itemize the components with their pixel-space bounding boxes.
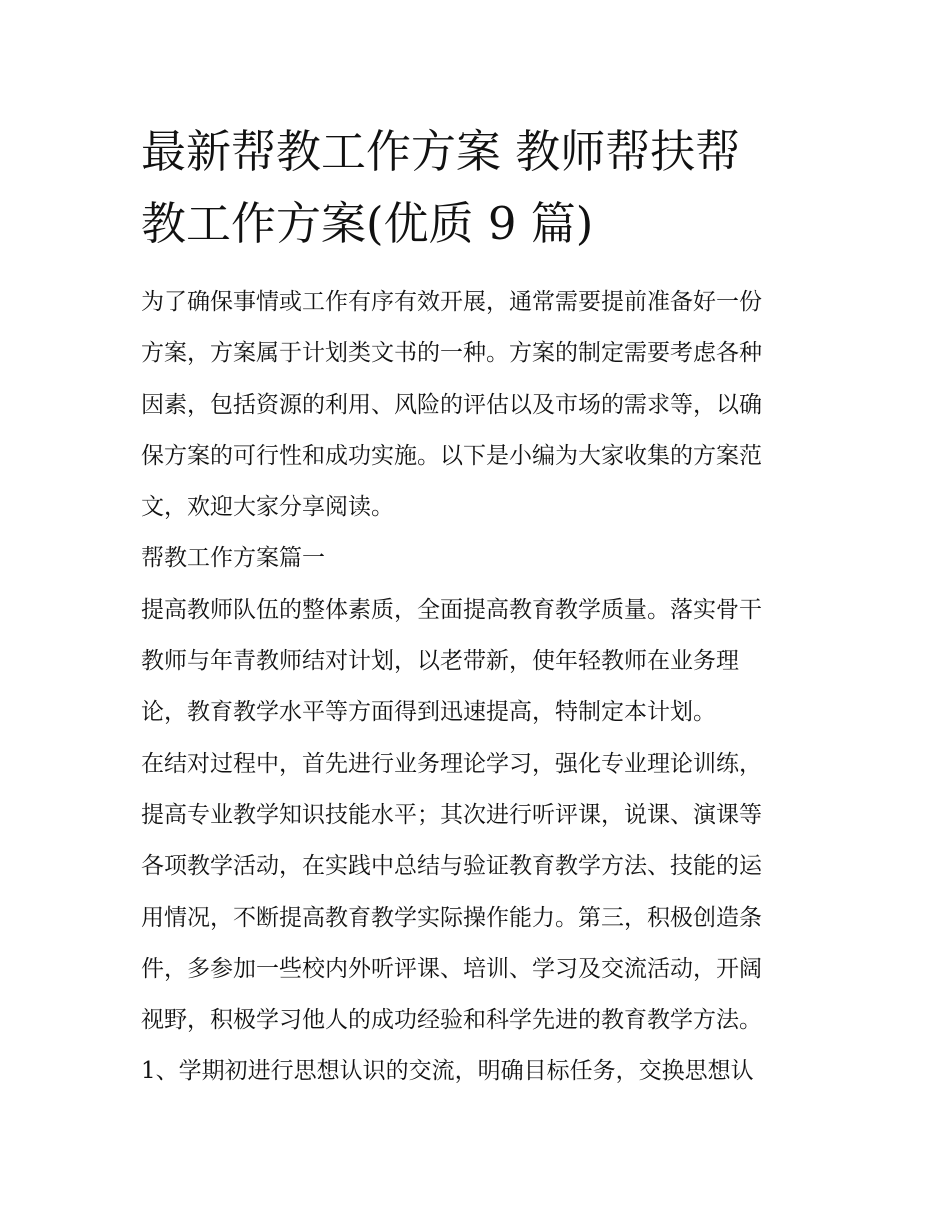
body-line: 论，教育教学水平等方面得到迅速提高，特制定本计划。	[141, 699, 716, 726]
body-line: 方案，方案属于计划类文书的一种。方案的制定需要考虑各种	[141, 340, 762, 367]
title-line: 教工作方案(优质 9 篇)	[141, 197, 594, 250]
body-line: 用情况，不断提高教育教学实际操作能力。第三，积极创造条	[141, 904, 762, 931]
document-body	[141, 277, 831, 1098]
body-line: 提高专业教学知识技能水平；其次进行听评课，说课、演课等	[141, 801, 762, 828]
body-line: 提高教师队伍的整体素质，全面提高教育教学质量。落实骨干	[141, 596, 762, 623]
body-line: 文，欢迎大家分享阅读。	[141, 494, 394, 521]
section-heading: 帮教工作方案篇一	[141, 545, 325, 572]
body-line: 各项教学活动，在实践中总结与验证教育教学方法、技能的运	[141, 853, 762, 880]
body-line: 件，多参加一些校内外听评课、培训、学习及交流活动，开阔	[141, 955, 762, 982]
body-line: 1、学期初进行思想认识的交流，明确目标任务，交换思想认	[141, 1058, 754, 1085]
document-title	[141, 116, 831, 260]
body-line: 为了确保事情或工作有序有效开展，通常需要提前准备好一份	[141, 289, 762, 315]
body-line: 教师与年青教师结对计划，以老带新，使年轻教师在业务理	[141, 648, 739, 675]
body-line: 在结对过程中，首先进行业务理论学习，强化专业理论训练，	[141, 750, 762, 777]
body-line: 视野，积极学习他人的成功经验和科学先进的教育教学方法。	[141, 1007, 762, 1034]
body-line: 因素，包括资源的利用、风险的评估以及市场的需求等，以确	[141, 391, 762, 418]
title-line: 最新帮教工作方案 教师帮扶帮	[141, 125, 741, 178]
body-line: 保方案的可行性和成功实施。以下是小编为大家收集的方案范	[141, 442, 762, 469]
